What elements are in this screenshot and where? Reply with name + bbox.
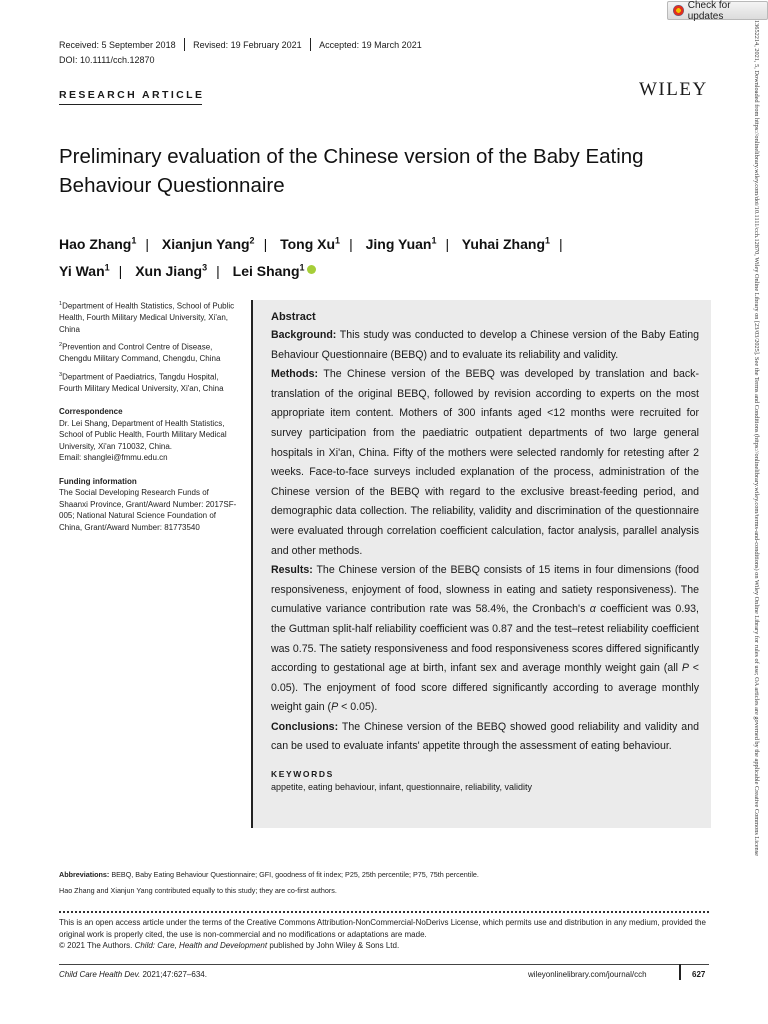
keywords: appetite, eating behaviour, infant, questionnaire, reliability, validity	[271, 782, 532, 793]
abstract-background: Background: This study was conducted to develop a Chinese version of the Baby Eating Behaviour Questionnaire (BEBQ) and to evaluate its reliability and validity.	[271, 329, 699, 361]
author-separator: |	[118, 263, 123, 280]
publisher-logo: WILEY	[639, 79, 708, 100]
author[interactable]: Hao Zhang$^1$	[59, 235, 137, 252]
download-watermark: 13652214, 2021, 5, Downloaded from https://onlinelibrary.wiley.com/doi/10.1111/cch.12870, Wiley Online Library on [23/03/2025]. See the Terms and Conditions (https://onlinelibrary.wiley.com/terms-and-conditions) on Wiley Online Library for rules of use; OA articles are governed by the applicable Creative Commons License	[753, 20, 760, 856]
check-for-updates-label: Check for updates	[687, 0, 731, 22]
author[interactable]: Tong Xu$^1$	[280, 235, 341, 252]
abbreviations-footnote: Abbreviations: BEBQ, Baby Eating Behaviour Questionnaire; GFI, goodness of fit index; P25, 25th percentile; P75, 75th percentile.	[59, 870, 479, 879]
author-separator: |	[559, 235, 563, 252]
footer-divider	[59, 964, 709, 965]
author-list	[59, 228, 699, 283]
revised-date: Revised: 19 February 2021	[193, 39, 302, 50]
author[interactable]: Yuhai Zhang$^1$	[461, 235, 551, 252]
journal-url[interactable]: wileyonlinelibrary.com/journal/cch	[528, 970, 647, 979]
article-sidebar	[59, 299, 239, 533]
keywords-heading: KEYWORDS	[271, 769, 334, 780]
license-text: This is an open access article under the terms of the Creative Commons Attribution-NonCommercial-NoDerivs License, which permits use and distribution in any medium, provided the original work is properly cited, the use is non-commercial and no modifications or adaptations are made. © 2021 The Authors. Child: Care, Health and Development published by John Wiley & Sons Ltd.	[59, 918, 706, 950]
abstract-box	[251, 300, 711, 828]
abstract-conclusions: Conclusions: The Chinese version of the BEBQ showed good reliability and validity and can be used to evaluate infants' appetite through the assessment of eating behaviour.	[271, 720, 699, 753]
footer-citation: Child Care Health Dev. 2021;47:627–634.	[59, 970, 207, 979]
page-number: 627	[692, 970, 706, 979]
author[interactable]: Jing Yuan$^1$	[365, 235, 437, 252]
article-type-underline	[59, 104, 202, 105]
author-separator: |	[263, 235, 268, 252]
accepted-date: Accepted: 19 March 2021	[319, 39, 422, 50]
author-separator: |	[445, 235, 450, 252]
author[interactable]: Yi Wan$^1$	[59, 262, 110, 280]
correspondence-heading: Correspondence	[59, 407, 123, 417]
affiliation: $^1$Department of Health Statistics, School of Public Health, Fourth Military Medical University, Xi'an, China	[59, 301, 235, 334]
footer-separator	[679, 964, 681, 980]
article-type: RESEARCH ARTICLE	[59, 89, 205, 101]
author[interactable]: Lei Shang$^1$	[233, 263, 316, 279]
funding-heading: Funding information	[59, 476, 137, 486]
abstract-heading: Abstract	[271, 311, 316, 323]
author-separator: |	[349, 235, 353, 252]
author[interactable]: Xianjun Yang$^2$	[161, 235, 255, 252]
author[interactable]: Xun Jiang$^3$	[135, 262, 208, 280]
correspondence-text: Dr. Lei Shang, Department of Health Statistics, School of Public Health, Fourth Military Medical University, Xi'an 710032, China.	[59, 418, 227, 451]
co-first-author-note: Hao Zhang and Xianjun Yang contributed equally to this study; they are co-first authors.	[59, 886, 337, 895]
affiliation: $^2$Prevention and Control Centre of Disease, Chengdu Military Command, Chengdu, China	[59, 342, 221, 364]
abstract-results: Results: The Chinese version of the BEBQ consists of 15 items in four dimensions (food responsiveness, enjoyment of food, slowness in eating and satiety responsiveness). The cumulative variance contribution rate was 58.4%, the Cronbach's α coefficient was 0.93, the Guttman split-half reliability coefficient was 0.87 and the test–retest reliability coefficient was 0.75. The satiety responsiveness and food responsiveness scores differed significantly according to gestational age at birth, infant sex and average monthly weight gain (all P < 0.05). The enjoyment of food score differed significantly according to average monthly weight gain (P < 0.05).	[271, 564, 699, 714]
correspondence-email[interactable]: Email: shanglei@fmmu.edu.cn	[59, 453, 168, 463]
received-date: Received: 5 September 2018	[59, 39, 176, 50]
license-divider	[59, 911, 709, 913]
crossmark-icon	[673, 5, 684, 16]
author-separator: |	[216, 263, 220, 280]
abstract-methods: Methods: The Chinese version of the BEBQ was developed by translation and back-translation of the original BEBQ, followed by revision according to experts on the most appropriate item content. Mothers of 300 infants aged <12 months were recruited for survey participation from the paediatric outpatient departments of two large general hospitals in Xi'an, China. Fifty of the mothers were selected randomly for retesting after 2 weeks. Face-to-face surveys included explanation of the process, administration of the Chinese version of the BEBQ with regard to the exclusive breast-feeding period, and demographic data collection. The reliability, validity and discrimination of the questionnaire were evaluated through correlation coefficient calculation, factor analysis, parallel analysis and other methods.	[271, 368, 699, 557]
date-divider	[310, 38, 312, 51]
article-dates	[59, 38, 422, 51]
author-separator: |	[145, 235, 149, 252]
funding-text: The Social Developing Research Funds of Shaanxi Province, Grant/Award Number: 2017SF-005; National Natural Science Foundation of China, Grant/Award Number: 81773540	[59, 488, 237, 532]
affiliation: $^3$Department of Paediatrics, Tangdu Hospital, Fourth Military Medical University, Xi'an, China	[59, 371, 224, 393]
article-title: Preliminary evaluation of the Chinese version of the Baby Eating Behaviour Questionnaire	[59, 145, 644, 197]
check-for-updates-button[interactable]	[667, 1, 768, 20]
orcid-icon[interactable]	[307, 265, 316, 274]
date-divider	[184, 38, 186, 51]
doi[interactable]: DOI: 10.1111/cch.12870	[59, 55, 155, 65]
